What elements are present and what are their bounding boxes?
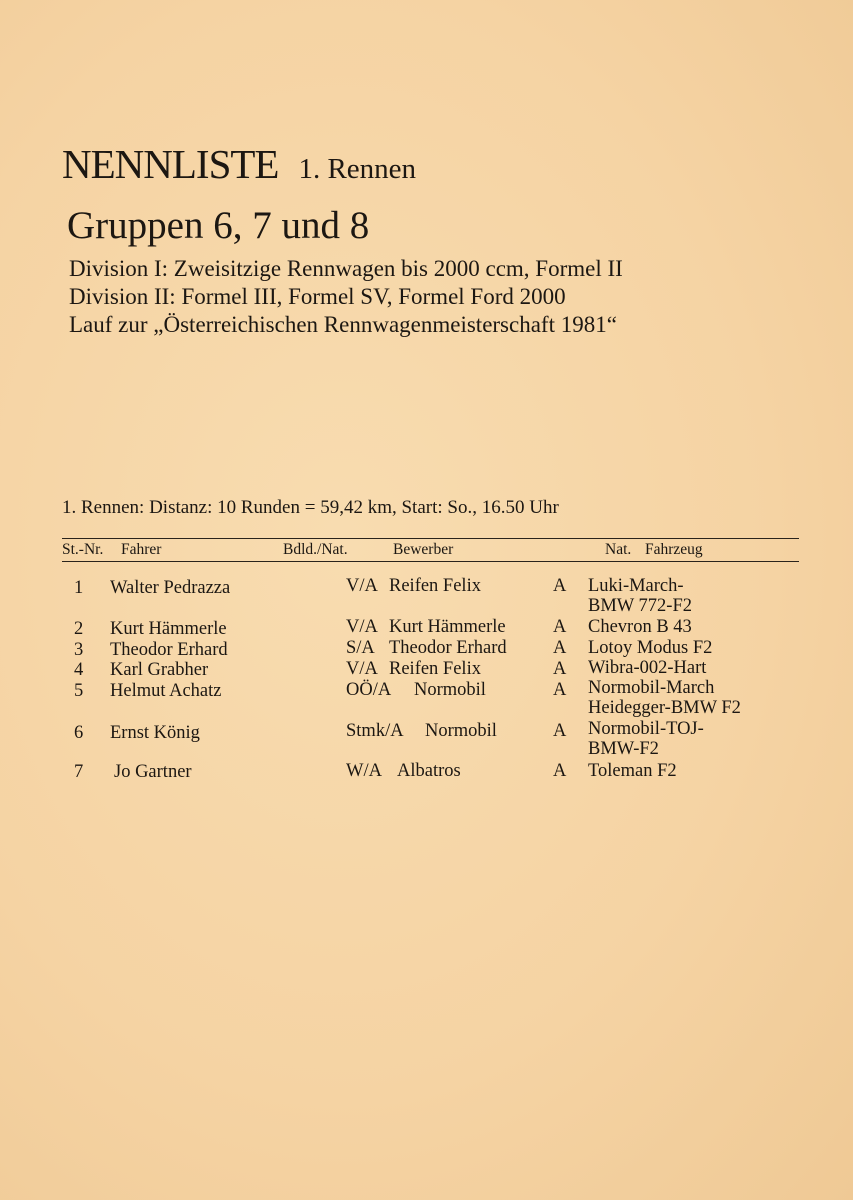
row-driver: Ernst König [110, 723, 200, 743]
row-nr: 2 [74, 619, 84, 639]
row-entrant: Theodor Erhard [389, 638, 507, 658]
col-entrant: Bewerber [393, 541, 454, 558]
row-state: V/A [346, 576, 378, 596]
title-row [62, 140, 416, 188]
row-vehicle: Normobil-TOJ- [588, 719, 704, 739]
row-driver: Karl Grabher [110, 660, 209, 680]
row-nat: A [553, 680, 567, 700]
col-nat: Nat. [605, 541, 632, 558]
row-driver: Jo Gartner [114, 762, 192, 782]
row-driver: Kurt Hämmerle [110, 619, 227, 639]
page-subtitle: 1. Rennen [298, 153, 417, 185]
row-nat: A [553, 576, 567, 596]
row-driver: Helmut Achatz [110, 681, 222, 701]
row-entrant: Kurt Hämmerle [389, 617, 506, 637]
row-nat: A [553, 761, 567, 781]
row-vehicle: Toleman F2 [588, 761, 677, 781]
row-entrant: Normobil [414, 680, 486, 700]
row-state: V/A [346, 659, 378, 679]
division-1-line: Division I: Zweisitzige Rennwagen bis 2000 ccm, Formel II [69, 256, 623, 281]
row-entrant: Reifen Felix [389, 576, 481, 596]
row-nr: 5 [74, 681, 84, 701]
row-entrant: Reifen Felix [389, 659, 481, 679]
row-nat: A [553, 659, 567, 679]
row-vehicle: Wibra-002-Hart [588, 658, 707, 678]
row-nr: 4 [74, 660, 84, 680]
page-title: NENNLISTE [62, 141, 279, 187]
row-vehicle: Lotoy Modus F2 [588, 638, 713, 658]
row-nat: A [553, 617, 567, 637]
table-header-rule [62, 561, 799, 562]
row-nr: 3 [74, 640, 84, 660]
row-state: Stmk/A [346, 721, 404, 741]
row-entrant: Normobil [425, 721, 497, 741]
row-state: OÖ/A [346, 680, 392, 700]
col-state: Bdld./Nat. [283, 541, 348, 558]
row-state: W/A [346, 761, 382, 781]
row-nr: 6 [74, 723, 84, 743]
row-vehicle-cont: BMW 772-F2 [588, 596, 692, 616]
row-nat: A [553, 638, 567, 658]
col-vehicle: Fahrzeug [645, 541, 703, 558]
row-vehicle: Chevron B 43 [588, 617, 692, 637]
championship-line: Lauf zur „Österreichischen Rennwagenmeisterschaft 1981“ [69, 312, 617, 337]
row-driver: Theodor Erhard [110, 640, 228, 660]
groups-heading: Gruppen 6, 7 und 8 [67, 204, 370, 247]
row-entrant: Albatros [397, 761, 461, 781]
row-nr: 7 [74, 762, 84, 782]
col-st-nr: St.-Nr. [62, 541, 104, 558]
col-driver: Fahrer [121, 541, 162, 558]
row-vehicle: Luki-March- [588, 576, 684, 596]
row-nat: A [553, 721, 567, 741]
row-driver: Walter Pedrazza [110, 578, 231, 598]
row-nr: 1 [74, 578, 84, 598]
division-2-line: Division II: Formel III, Formel SV, Formel Ford 2000 [69, 284, 566, 309]
row-state: V/A [346, 617, 378, 637]
row-vehicle-cont: BMW-F2 [588, 739, 659, 759]
race-info: 1. Rennen: Distanz: 10 Runden = 59,42 km, Start: So., 16.50 Uhr [62, 497, 559, 518]
row-vehicle: Normobil-March [588, 678, 715, 698]
row-state: S/A [346, 638, 375, 658]
table-top-rule [62, 538, 799, 539]
row-vehicle-cont: Heidegger-BMW F2 [588, 698, 741, 718]
